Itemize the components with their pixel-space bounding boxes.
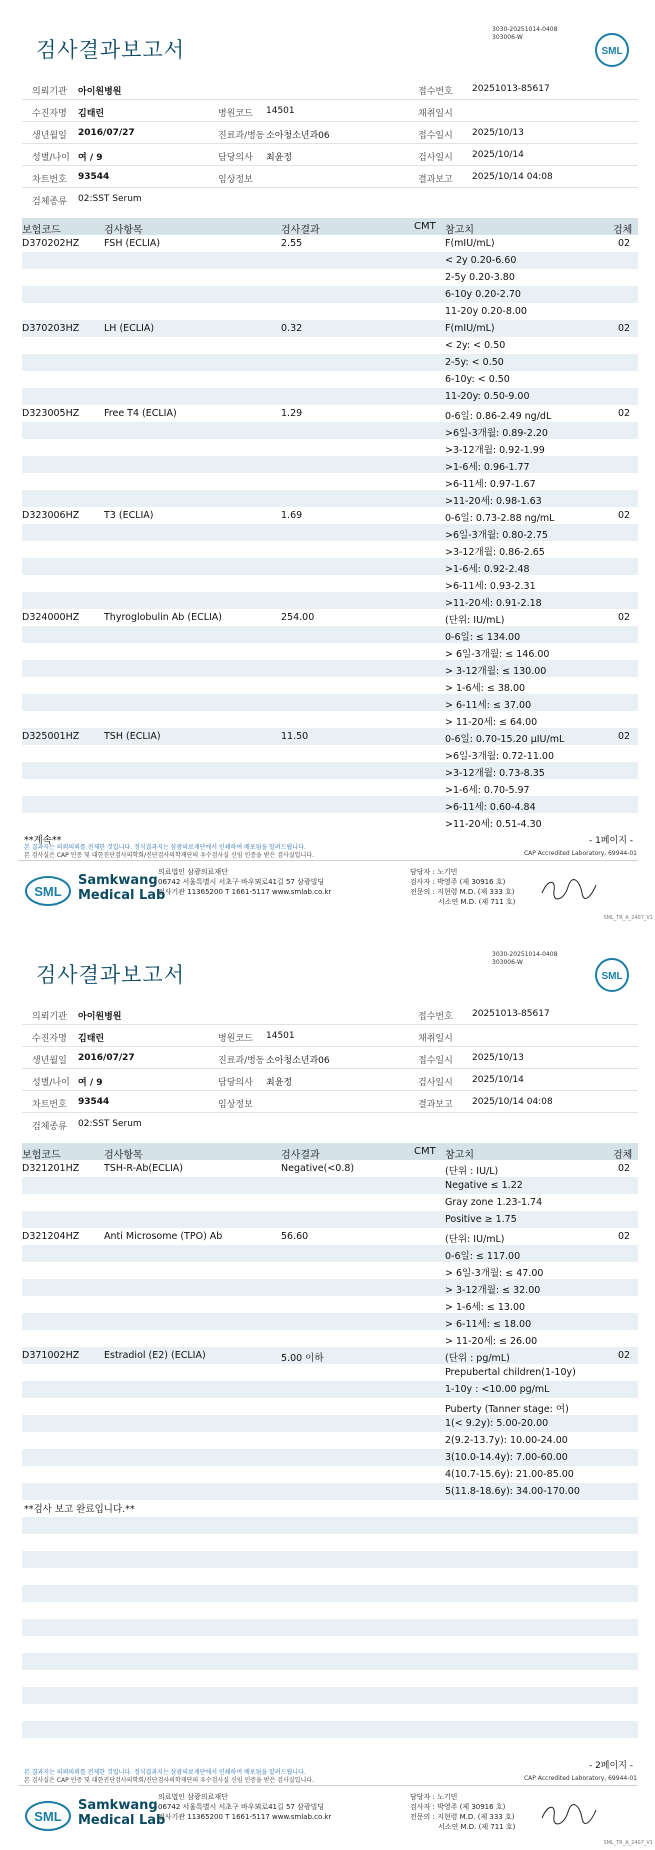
table-stripe <box>22 1636 638 1653</box>
reference-row <box>22 269 638 286</box>
result-row-d325001hz <box>22 728 638 745</box>
reference-row <box>22 796 638 813</box>
reference-row <box>22 388 638 405</box>
reference-row <box>22 1466 638 1483</box>
result-row-d321204hz <box>22 1228 638 1245</box>
reference-row <box>22 1313 638 1330</box>
reference-row <box>22 1415 638 1432</box>
reference-range: 11-20y 0.20-8.00 <box>445 306 527 317</box>
result-row-d324000hz <box>22 609 638 626</box>
reference-range: > 11-20세: ≤ 26.00 <box>445 1336 538 1347</box>
form-code: SML_TR_A_2407_V1 <box>603 1840 653 1846</box>
reference-row <box>22 558 638 575</box>
insurance-code: D323006HZ <box>22 510 80 521</box>
reference-row <box>22 1381 638 1398</box>
reference-range: >1-6세: 0.70-5.97 <box>445 785 530 796</box>
reference-row <box>22 762 638 779</box>
reference-range: > 1-6세: ≤ 38.00 <box>445 683 526 694</box>
sml-logo-icon <box>592 30 632 74</box>
reference-row <box>22 660 638 677</box>
reference-range: >1-6세: 0.92-2.48 <box>445 564 530 575</box>
result-row-d370202hz <box>22 235 638 252</box>
svg-text:SML: SML <box>34 884 62 899</box>
report-title: 검사결과보고서 <box>36 963 186 987</box>
document-id: 3030-20251014-0408 303006-W <box>492 26 558 41</box>
reference-row <box>22 626 638 643</box>
result-row-d323005hz <box>22 405 638 422</box>
reference-row <box>22 813 638 830</box>
reference-range: 11-20y: 0.50-9.00 <box>445 391 530 402</box>
table-stripe <box>22 1721 638 1738</box>
reference-range: > 6-11세: ≤ 37.00 <box>445 700 532 711</box>
result-row-d371002hz <box>22 1347 638 1364</box>
reference-range: Prepubertal children(1-10y) <box>445 1367 576 1378</box>
test-result: 56.60 <box>281 1231 309 1242</box>
insurance-code: D324000HZ <box>22 612 80 623</box>
receipt-date-value: 2025/10/13 <box>472 128 524 138</box>
reference-row <box>22 439 638 456</box>
reference-row <box>22 524 638 541</box>
reference-range: < 2y 0.20-6.60 <box>445 255 517 266</box>
signature-icon <box>538 1800 598 1830</box>
reference-row <box>22 711 638 728</box>
test-result: 5.00 이하 <box>281 1353 324 1364</box>
doctor-value: 최윤정 <box>266 153 293 163</box>
reference-range: 1(< 9.2y): 5.00-20.00 <box>445 1418 549 1429</box>
reference-row <box>22 1364 638 1381</box>
table-stripe <box>22 1670 638 1687</box>
patient-info: 의뢰기관 아이원병원 접수번호 20251013-85617 수진자명 김태린 병원코드 14501 채취일시 생년월일 2016/07/27 진료과/병동 소아청소년과06 접수일시 2025/10/13 성별/나이 여 / 9 담당의사 최윤정 검사일시 2025/10/14 차트번호 93544 임상정보 결과보고 2025/10/14 04:08 검체종류 02:SST Serum <box>22 78 638 209</box>
table-stripe <box>22 1585 638 1602</box>
institution-value: 아이원병원 <box>78 87 122 97</box>
insurance-code: D321201HZ <box>22 1163 80 1174</box>
reference-range: >6일-3개월: 0.89-2.20 <box>445 428 548 439</box>
reference-row <box>22 1432 638 1449</box>
reference-range: >6-11세: 0.60-4.84 <box>445 802 536 813</box>
insurance-code: D325001HZ <box>22 731 80 742</box>
reference-range: >1-6세: 0.96-1.77 <box>445 462 530 473</box>
report-page-2 <box>0 925 655 1850</box>
reference-row <box>22 422 638 439</box>
organization-info: 의료법인 삼광의료재단 06742 서울특별시 서초구 바우뫼로41길 57 삼광빌딩 검사기관 11365200 T 1661-5117 www.smlab.co.kr <box>158 868 332 896</box>
chart-number: 93544 <box>78 172 110 182</box>
specimen-value: 02:SST Serum <box>78 194 142 204</box>
reference-range: 2-5y 0.20-3.80 <box>445 272 515 283</box>
reference-range: < 2y: < 0.50 <box>445 340 506 351</box>
reference-row <box>22 1296 638 1313</box>
reference-range: 2(9.2-13.7y): 10.00-24.00 <box>445 1435 568 1446</box>
sml-footer-logo-icon <box>24 1798 72 1834</box>
reference-range: Negative ≤ 1.22 <box>445 1180 523 1191</box>
svg-text:SML: SML <box>601 46 623 57</box>
reference-range: 6-10y 0.20-2.70 <box>445 289 521 300</box>
reference-row <box>22 1279 638 1296</box>
continue-label: **계속** <box>24 835 62 846</box>
reference-row <box>22 745 638 762</box>
reference-row <box>22 677 638 694</box>
footer <box>18 860 638 923</box>
specimen-code: 02 <box>618 1163 631 1174</box>
reference-range: 4(10.7-15.6y): 21.00-85.00 <box>445 1469 574 1480</box>
reference-range: 6-10y: < 0.50 <box>445 374 510 385</box>
reference-row <box>22 490 638 507</box>
reference-range: > 6일-3개월: ≤ 146.00 <box>445 649 550 660</box>
hospital-code-value: 14501 <box>266 106 295 116</box>
cap-accreditation: CAP Accredited Laboratory, 69944-01 <box>523 1775 637 1782</box>
reference-range: 0-6일: ≤ 134.00 <box>445 632 521 643</box>
test-result: 1.69 <box>281 510 303 521</box>
report-title: 검사결과보고서 <box>36 38 186 62</box>
reference-row <box>22 1245 638 1262</box>
reference-range: (단위: IU/mL) <box>445 615 505 626</box>
reference-range: (단위 : pg/mL) <box>445 1353 510 1364</box>
table-stripe <box>22 1551 638 1568</box>
reference-range: 0-6일: ≤ 117.00 <box>445 1251 521 1262</box>
reference-row <box>22 303 638 320</box>
specimen-code: 02 <box>618 1350 631 1361</box>
results-table-page-1 <box>22 235 638 830</box>
test-result: 0.32 <box>281 323 303 334</box>
reference-row <box>22 1194 638 1211</box>
reference-range: Gray zone 1.23-1.74 <box>445 1197 543 1208</box>
reference-row <box>22 354 638 371</box>
test-item: Free T4 (ECLIA) <box>104 408 177 419</box>
reference-range: (단위: IU/mL) <box>445 1234 505 1245</box>
insurance-code: D371002HZ <box>22 1350 80 1361</box>
table-stripe <box>22 1738 638 1755</box>
reference-range: 0-6일: 0.70-15.20 μIU/mL <box>445 734 565 745</box>
reference-range: 5(11.8-18.6y): 34.00-170.00 <box>445 1486 580 1497</box>
reference-range: (단위 : IU/L) <box>445 1166 499 1177</box>
specimen-code: 02 <box>618 323 631 334</box>
sml-footer-logo-icon <box>24 873 72 909</box>
test-item: FSH (ECLIA) <box>104 238 161 249</box>
test-item: Estradiol (E2) (ECLIA) <box>104 1350 206 1361</box>
reference-row <box>22 592 638 609</box>
reference-range: >6-11세: 0.93-2.31 <box>445 581 536 592</box>
specimen-code: 02 <box>618 731 631 742</box>
reference-range: >3-12개월: 0.73-8.35 <box>445 768 545 779</box>
test-item: Thyroglobulin Ab (ECLIA) <box>104 612 222 623</box>
reference-range: 0-6일: 0.86-2.49 ng/dL <box>445 411 552 422</box>
sex-age: 여 / 9 <box>78 153 103 163</box>
insurance-code: D370203HZ <box>22 323 80 334</box>
reference-row <box>22 286 638 303</box>
complete-label: **검사 보고 완료입니다.** <box>24 1504 135 1515</box>
specimen-code: 02 <box>618 1231 631 1242</box>
test-result: 254.00 <box>281 612 315 623</box>
certification-text: 본 검사실은 CAP 인증 및 대한진단검사의학회/진단검사의학재단의 우수검사실 신임 인증을 받은 검사실입니다. <box>24 1777 314 1784</box>
reference-range: 2-5y: < 0.50 <box>445 357 504 368</box>
svg-text:SML: SML <box>34 1809 62 1824</box>
result-row-d323006hz <box>22 507 638 524</box>
reference-row <box>22 1330 638 1347</box>
table-stripe <box>22 1619 638 1636</box>
table-stripe <box>22 1568 638 1585</box>
page-number: - 1페이지 - <box>588 836 633 846</box>
sml-logo-icon <box>592 955 632 999</box>
reference-range: >3-12개월: 0.86-2.65 <box>445 547 545 558</box>
dept-value: 소아청소년과06 <box>266 131 330 141</box>
reference-range: Positive ≥ 1.75 <box>445 1214 517 1225</box>
reference-row <box>22 643 638 660</box>
reference-row <box>22 779 638 796</box>
test-result: 11.50 <box>281 731 309 742</box>
specimen-code: 02 <box>618 612 631 623</box>
patient-info: 의뢰기관 아이원병원 접수번호 20251013-85617 수진자명 김태린 병원코드 14501 채취일시 생년월일 2016/07/27 진료과/병동 소아청소년과06 접수일시 2025/10/13 성별/나이 여 / 9 담당의사 최윤정 검사일시 2025/10/14 차트번호 93544 임상정보 결과보고 2025/10/14 04:08 검체종류 02:SST Serum <box>22 1003 638 1134</box>
insurance-code: D370202HZ <box>22 238 80 249</box>
reference-row <box>22 1398 638 1415</box>
reference-row <box>22 694 638 711</box>
reference-row <box>22 575 638 592</box>
footer <box>18 1785 638 1848</box>
reference-row <box>22 371 638 388</box>
reference-range: >11-20세: 0.51-4.30 <box>445 819 542 830</box>
results-table-header: 보험코드 검사항목 검사결과 CMT 참고치 검체 <box>22 1143 638 1160</box>
page-number: - 2페이지 - <box>588 1761 633 1771</box>
reference-range: F(mIU/mL) <box>445 238 495 249</box>
patient-name: 김태린 <box>78 109 105 119</box>
form-code: SML_TR_A_2407_V1 <box>603 915 653 921</box>
reference-range: >6일-3개월: 0.80-2.75 <box>445 530 548 541</box>
disclaimer: 본 결과지는 의뢰의뢰를 전제한 것입니다. 정식결과지는 삼광의료재단에서 인쇄하여 배포됨을 알려드립니다. <box>24 844 306 851</box>
reference-range: F(mIU/mL) <box>445 323 495 334</box>
svg-text:SML: SML <box>601 971 623 982</box>
test-date-value: 2025/10/14 <box>472 150 524 160</box>
certification-text: 본 검사실은 CAP 인증 및 대한진단검사의학회/진단검사의학재단의 우수검사실 신임 인증을 받은 검사실입니다. <box>24 852 314 859</box>
table-stripe <box>22 1687 638 1704</box>
signature-icon <box>538 875 598 905</box>
table-stripe <box>22 1534 638 1551</box>
reference-range: >11-20세: 0.98-1.63 <box>445 496 542 507</box>
organization-info: 의료법인 삼광의료재단 06742 서울특별시 서초구 바우뫼로41길 57 삼광빌딩 검사기관 11365200 T 1661-5117 www.smlab.co.kr <box>158 1793 332 1821</box>
specimen-code: 02 <box>618 238 631 249</box>
test-result: 2.55 <box>281 238 303 249</box>
reference-range: 0-6일: 0.73-2.88 ng/mL <box>445 513 555 524</box>
result-row-d370203hz <box>22 320 638 337</box>
report-date-value: 2025/10/14 04:08 <box>472 172 553 182</box>
reference-range: > 1-6세: ≤ 13.00 <box>445 1302 526 1313</box>
test-item: LH (ECLIA) <box>104 323 155 334</box>
reference-range: >3-12개월: 0.92-1.99 <box>445 445 545 456</box>
reference-row <box>22 1483 638 1500</box>
test-result: Negative(<0.8) <box>281 1163 355 1174</box>
table-stripe <box>22 1602 638 1619</box>
document-id: 3030-20251014-0408 303006-W <box>492 951 558 966</box>
test-result: 1.29 <box>281 408 303 419</box>
specimen-code: 02 <box>618 510 631 521</box>
reference-row <box>22 337 638 354</box>
reference-row <box>22 1177 638 1194</box>
reference-range: >6일-3개월: 0.72-11.00 <box>445 751 555 762</box>
disclaimer: 본 결과지는 의뢰의뢰를 전제한 것입니다. 정식결과지는 삼광의료재단에서 인쇄하여 배포됨을 알려드립니다. <box>24 1769 306 1776</box>
reference-row <box>22 252 638 269</box>
reference-range: > 3-12개월: ≤ 130.00 <box>445 666 547 677</box>
insurance-code: D323005HZ <box>22 408 80 419</box>
table-stripe <box>22 1704 638 1721</box>
brand-name: Samkwang Medical Lab <box>78 873 166 903</box>
insurance-code: D321204HZ <box>22 1231 80 1242</box>
birth-date: 2016/07/27 <box>78 128 135 138</box>
signatories: 담당자 : 노기민 검사자 : 박영주 (제 30916 호) 전문의 : 지현령 M.D. (제 333 호) 서소연 M.D. (제 711 호) <box>410 868 516 906</box>
table-stripe <box>22 1653 638 1670</box>
receipt-no-value: 20251013-85617 <box>472 84 550 94</box>
cap-accreditation: CAP Accredited Laboratory, 69944-01 <box>523 850 637 857</box>
table-stripe <box>22 1517 638 1534</box>
reference-range: 3(10.0-14.4y): 7.00-60.00 <box>445 1452 568 1463</box>
reference-range: > 3-12개월: ≤ 32.00 <box>445 1285 541 1296</box>
reference-range: > 11-20세: ≤ 64.00 <box>445 717 538 728</box>
reference-range: >6-11세: 0.97-1.67 <box>445 479 536 490</box>
specimen-code: 02 <box>618 408 631 419</box>
reference-row <box>22 541 638 558</box>
results-table-page-2 <box>22 1160 638 1500</box>
reference-row <box>22 456 638 473</box>
reference-range: > 6일-3개월: ≤ 47.00 <box>445 1268 544 1279</box>
reference-row <box>22 473 638 490</box>
test-item: TSH (ECLIA) <box>104 731 161 742</box>
result-row-d321201hz <box>22 1160 638 1177</box>
test-item: TSH-R-Ab(ECLIA) <box>104 1163 184 1174</box>
brand-name: Samkwang Medical Lab <box>78 1798 166 1828</box>
results-table-header: 보험코드 검사항목 검사결과 CMT 참고치 검체 <box>22 218 638 235</box>
test-item: T3 (ECLIA) <box>104 510 154 521</box>
reference-range: > 6-11세: ≤ 18.00 <box>445 1319 532 1330</box>
reference-row <box>22 1211 638 1228</box>
reference-row <box>22 1262 638 1279</box>
test-item: Anti Microsome (TPO) Ab <box>104 1231 223 1242</box>
reference-range: Puberty (Tanner stage: 여) <box>445 1404 569 1415</box>
reference-range: >11-20세: 0.91-2.18 <box>445 598 542 609</box>
reference-row <box>22 1449 638 1466</box>
reference-range: 1-10y : <10.00 pg/mL <box>445 1384 550 1395</box>
signatories: 담당자 : 노기민 검사자 : 박영주 (제 30916 호) 전문의 : 지현령 M.D. (제 333 호) 서소연 M.D. (제 711 호) <box>410 1793 516 1831</box>
